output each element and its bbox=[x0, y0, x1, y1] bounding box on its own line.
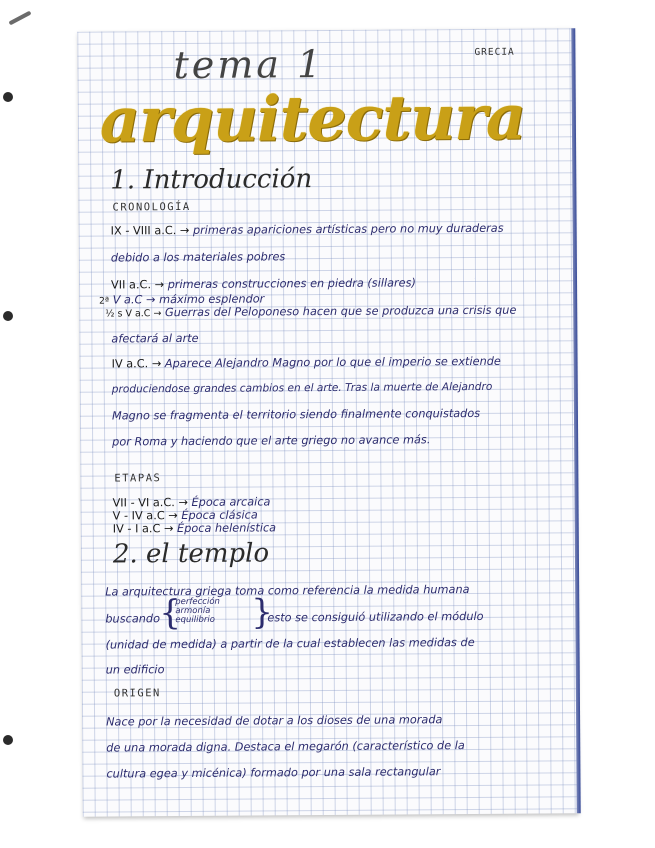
brace-item: equilibrio bbox=[175, 614, 215, 626]
chrono-line-10: por Roma y haciendo que el arte griego no avance más. bbox=[112, 433, 431, 449]
chrono-line-1 bbox=[111, 222, 504, 238]
chrono-text: Guerras del Peloponeso hacen que se produzca una crisis que bbox=[164, 303, 517, 320]
etapa-dates: VII - VI a.C. → bbox=[112, 495, 188, 510]
chrono-line-3 bbox=[111, 276, 416, 291]
etapa-dates: IV - I a.C → bbox=[112, 522, 174, 536]
templo-line-4: un edificio bbox=[105, 663, 165, 677]
pencil-mark-icon bbox=[8, 11, 31, 26]
brace-item: perfección bbox=[175, 596, 220, 608]
chrono-date: IX - VIII a.C. → bbox=[110, 223, 190, 238]
etapa-label: Época clásica bbox=[181, 508, 258, 523]
templo-line-2-end: esto se consiguió utilizando el módulo bbox=[267, 609, 484, 625]
chrono-prefix: ½ s V a.C → bbox=[105, 308, 162, 320]
subject-label: GRECIA bbox=[474, 46, 515, 58]
tema-heading: tema 1 bbox=[173, 42, 325, 88]
chrono-text: Aparece Alejandro Magno por lo que el imperio se extiende bbox=[164, 354, 501, 371]
chrono-line-5 bbox=[105, 304, 516, 320]
chrono-line-8: produciendose grandes cambios en el arte. Tras la muerte de Alejandro bbox=[111, 380, 493, 396]
left-brace-icon: { bbox=[159, 593, 182, 634]
chrono-line-2: debido a los materiales pobres bbox=[110, 250, 286, 265]
cronologia-label: CRONOLOGÍA bbox=[112, 200, 191, 214]
section-temple-title: 2. el templo bbox=[112, 538, 270, 570]
punch-hole-icon bbox=[3, 92, 13, 102]
page-edge bbox=[571, 28, 580, 813]
origen-line-3: cultura egea y micénica) formado por una sala rectangular bbox=[106, 765, 441, 781]
templo-line-2-start: buscando bbox=[105, 612, 161, 626]
origen-line-1: Nace por la necesidad de dotar a los dioses de una morada bbox=[106, 713, 443, 729]
etapa-label: Época helenística bbox=[176, 521, 277, 536]
etapas-label: ETAPAS bbox=[114, 472, 162, 485]
brace-item: armonía bbox=[175, 605, 211, 617]
chrono-line-4 bbox=[99, 292, 264, 306]
origen-label: ORIGEN bbox=[113, 687, 161, 700]
chrono-line-9: Magno se fragmenta el territorio siendo finalmente conquistados bbox=[111, 406, 481, 423]
chrono-prefix: 2ª bbox=[99, 296, 110, 307]
chrono-date: VII a.C. → bbox=[110, 278, 165, 292]
page-title: arquitectura bbox=[99, 80, 526, 157]
chrono-line-6: afectará al arte bbox=[111, 331, 199, 346]
punch-hole-icon bbox=[3, 311, 13, 321]
notebook-page bbox=[77, 28, 577, 816]
punch-hole-icon bbox=[3, 735, 13, 745]
section-intro-title: 1. Introducción bbox=[110, 164, 313, 196]
templo-line-1: La arquitectura griega toma como referencia la medida humana bbox=[105, 583, 470, 599]
origen-line-2: de una morada digna. Destaca el megarón (característico de la bbox=[106, 739, 465, 755]
etapa-label: Época arcaica bbox=[191, 495, 271, 509]
chrono-text: primeras construcciones en piedra (sillares) bbox=[167, 276, 416, 292]
etapa-dates: V - IV a.C → bbox=[112, 509, 178, 523]
etapa-item bbox=[113, 495, 271, 509]
chrono-text: primeras apariciones artísticas pero no muy duraderas bbox=[192, 221, 504, 237]
chrono-date: IV a.C. → bbox=[111, 357, 162, 371]
etapa-item bbox=[113, 521, 276, 535]
etapa-item bbox=[113, 508, 258, 522]
chrono-line-7 bbox=[112, 355, 501, 371]
chrono-text: V a.C → máximo esplendor bbox=[112, 292, 265, 307]
right-brace-icon: } bbox=[251, 592, 274, 633]
templo-line-3: (unidad de medida) a partir de la cual establecen las medidas de bbox=[105, 635, 475, 652]
